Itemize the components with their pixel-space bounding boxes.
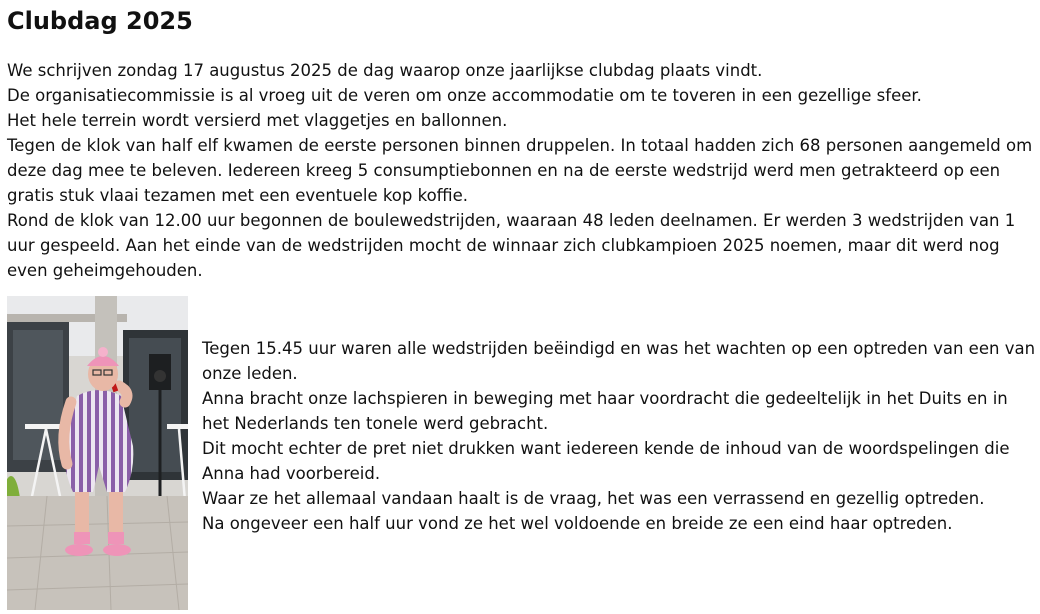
side-paragraph: Tegen 15.45 uur waren alle wedstrijden beëindigd en was het wachten op een optreden van een van onze leden. (202, 339, 1036, 383)
intro-paragraph: Rond de klok van 12.00 uur begonnen de boulewedstrijden, waaraan 48 leden deelnamen. Er werden 3 wedstrijden van 1 uur gespeeld. Aan het einde van de wedstrijden mocht de winnaar zich clubkampioen 2025 noemen, maar dit werd nog even geheimgehouden. (7, 211, 1016, 280)
intro-paragraph: De organisatiecommissie is al vroeg uit de veren om onze accommodatie om te toveren in een gezellige sfeer. (7, 86, 922, 105)
side-paragraph: Dit mocht echter de pret niet drukken want iedereen kende de inhoud van de woordspelingen die Anna had voorbereid. (202, 439, 1010, 483)
performer-illustration (7, 296, 188, 610)
side-paragraph: Na ongeveer een half uur vond ze het wel voldoende en breide ze een eind haar optreden. (202, 514, 953, 533)
intro-paragraph: Tegen de klok van half elf kwamen de eerste personen binnen druppelen. In totaal hadden zich 68 personen aangemeld om deze dag mee te beleven. Iedereen kreeg 5 consumptiebonnen en na de eerste wedstrijd werd men getrakteerd op een gratis stuk vlaai tezamen met een eventuele kop koffie. (7, 136, 1033, 205)
performer-photo (7, 296, 188, 610)
side-paragraph: Anna bracht onze lachspieren in beweging met haar voordracht die gedeeltelijk in het Duits en in het Nederlands ten tonele werd gebracht. (202, 389, 1008, 433)
performance-text (202, 336, 1036, 536)
intro-text (7, 58, 1037, 283)
intro-paragraph: Het hele terrein wordt versierd met vlaggetjes en ballonnen. (7, 111, 508, 130)
side-paragraph: Waar ze het allemaal vandaan haalt is de vraag, het was een verrassend en gezellig optreden. (202, 489, 985, 508)
page-title: Clubdag 2025 (7, 7, 193, 35)
intro-paragraph: We schrijven zondag 17 augustus 2025 de dag waarop onze jaarlijkse clubdag plaats vindt. (7, 61, 763, 80)
